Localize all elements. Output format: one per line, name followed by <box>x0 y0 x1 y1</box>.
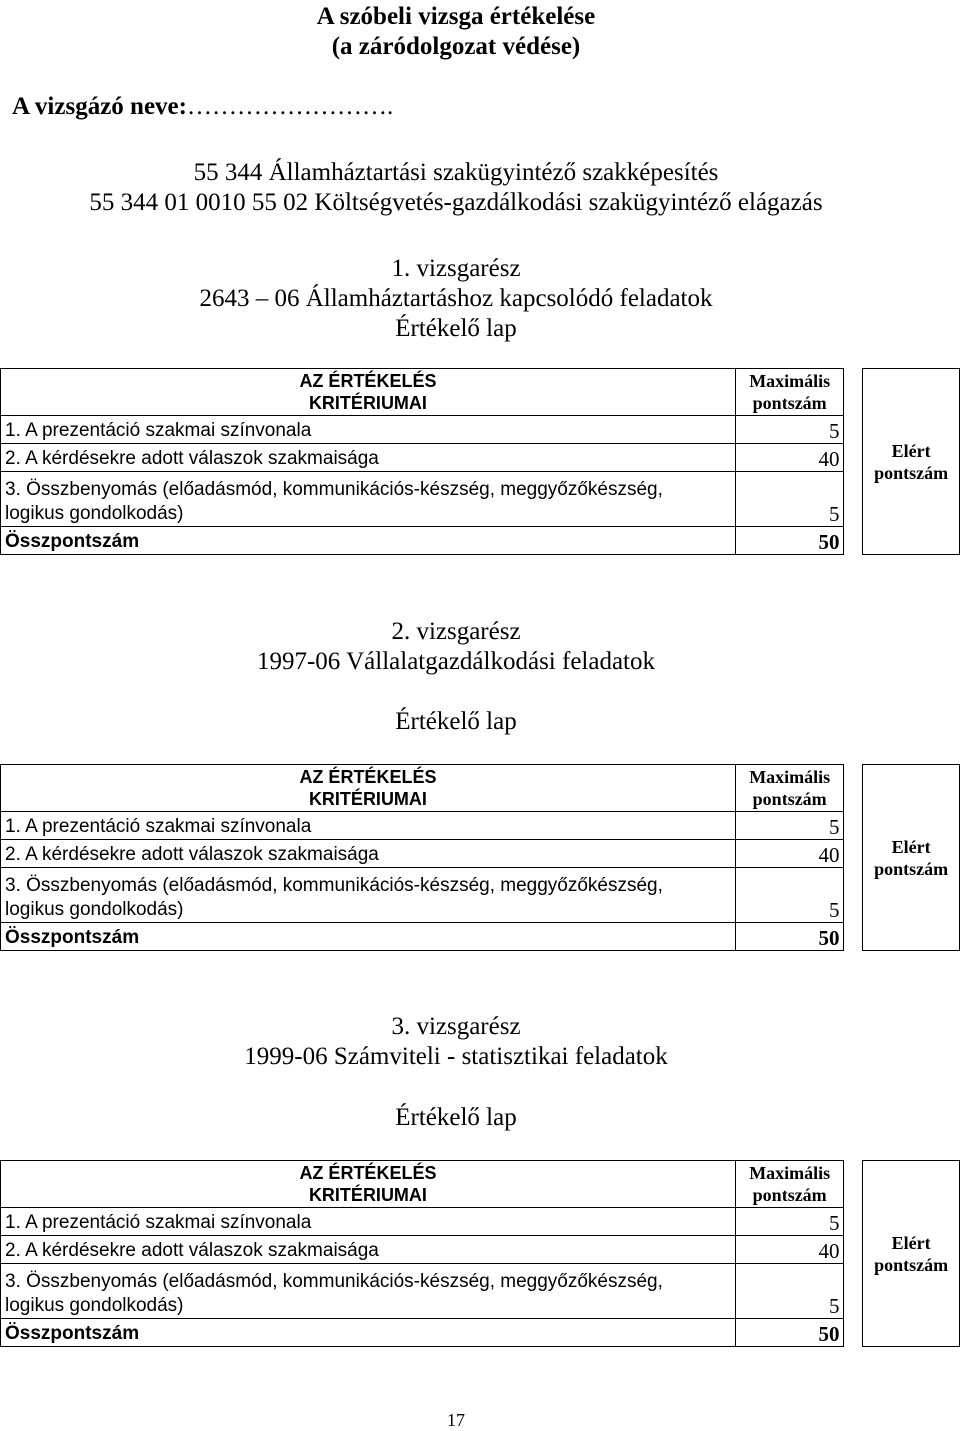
section-2-module: 1997-06 Vállalatgazdálkodási feladatok <box>256 648 655 675</box>
section-3-evaluation-table <box>0 1160 960 1347</box>
section-1-sheet-title: Értékelő lap <box>395 315 517 342</box>
criterion-row: 2. A kérdésekre adott válaszok szakmaisága <box>1 444 736 472</box>
section-2-part: 2. vizsgarész <box>391 618 521 645</box>
title-line2: (a záródolgozat védése) <box>331 33 581 60</box>
max-score: 5 <box>735 416 844 444</box>
max-score: 5 <box>735 472 844 527</box>
section-1-part: 1. vizsgarész <box>391 255 521 282</box>
candidate-name-label: A vizsgázó neve: <box>12 93 187 120</box>
criteria-header: AZ ÉRTÉKELÉS KRITÉRIUMAI <box>1 369 736 416</box>
achieved-score-cell[interactable]: Elért pontszám <box>863 765 960 951</box>
total-label: Összpontszám <box>1 923 736 951</box>
criterion-row: 1. A prezentáció szakmai színvonala <box>1 416 736 444</box>
max-score-header: Maximális pontszám <box>735 765 844 812</box>
max-score: 40 <box>735 1236 844 1264</box>
max-score-header: Maximális pontszám <box>735 1161 844 1208</box>
max-score: 40 <box>735 444 844 472</box>
criterion-row: 1. A prezentáció szakmai színvonala <box>1 1208 736 1236</box>
max-score: 40 <box>735 840 844 868</box>
section-1-evaluation-table <box>0 368 960 555</box>
criterion-row: 2. A kérdésekre adott válaszok szakmaisága <box>1 840 736 868</box>
total-label: Összpontszám <box>1 527 736 555</box>
section-3-part: 3. vizsgarész <box>391 1013 521 1040</box>
criterion-row: 3. Összbenyomás (előadásmód, kommunikációs-készség, meggyőzőkészség, logikus gondolkodás) <box>1 1264 736 1319</box>
max-score: 5 <box>735 1208 844 1236</box>
max-score: 5 <box>735 1264 844 1319</box>
criterion-row: 3. Összbenyomás (előadásmód, kommunikációs-készség, meggyőzőkészség, logikus gondolkodás) <box>1 868 736 923</box>
section-1-module: 2643 – 06 Államháztartáshoz kapcsolódó feladatok <box>199 285 713 312</box>
total-max-score: 50 <box>735 1319 844 1347</box>
total-label: Összpontszám <box>1 1319 736 1347</box>
candidate-name-line <box>12 92 393 122</box>
criterion-row: 2. A kérdésekre adott válaszok szakmaisága <box>1 1236 736 1264</box>
criterion-row: 1. A prezentáció szakmai színvonala <box>1 812 736 840</box>
section-2-sheet-title: Értékelő lap <box>395 708 517 735</box>
candidate-name-dots: ……………………. <box>186 93 394 120</box>
criteria-header: AZ ÉRTÉKELÉS KRITÉRIUMAI <box>1 1161 736 1208</box>
total-max-score: 50 <box>735 527 844 555</box>
total-max-score: 50 <box>735 923 844 951</box>
criteria-header: AZ ÉRTÉKELÉS KRITÉRIUMAI <box>1 765 736 812</box>
page-number: 17 <box>447 1410 465 1430</box>
criterion-row: 3. Összbenyomás (előadásmód, kommunikációs-készség, meggyőzőkészség, logikus gondolkodás) <box>1 472 736 527</box>
achieved-score-cell[interactable]: Elért pontszám <box>863 1161 960 1347</box>
achieved-score-cell[interactable]: Elért pontszám <box>863 369 960 555</box>
section-2-evaluation-table <box>0 764 960 951</box>
qualification-line2: 55 344 01 0010 55 02 Költségvetés-gazdálkodási szakügyintéző elágazás <box>89 189 823 216</box>
qualification-line1: 55 344 Államháztartási szakügyintéző szakképesítés <box>193 159 719 186</box>
title-line1: A szóbeli vizsga értékelése <box>316 3 596 30</box>
max-score: 5 <box>735 812 844 840</box>
section-3-sheet-title: Értékelő lap <box>395 1104 517 1131</box>
section-3-module: 1999-06 Számviteli - statisztikai feladatok <box>244 1043 668 1070</box>
max-score-header: Maximális pontszám <box>735 369 844 416</box>
max-score: 5 <box>735 868 844 923</box>
